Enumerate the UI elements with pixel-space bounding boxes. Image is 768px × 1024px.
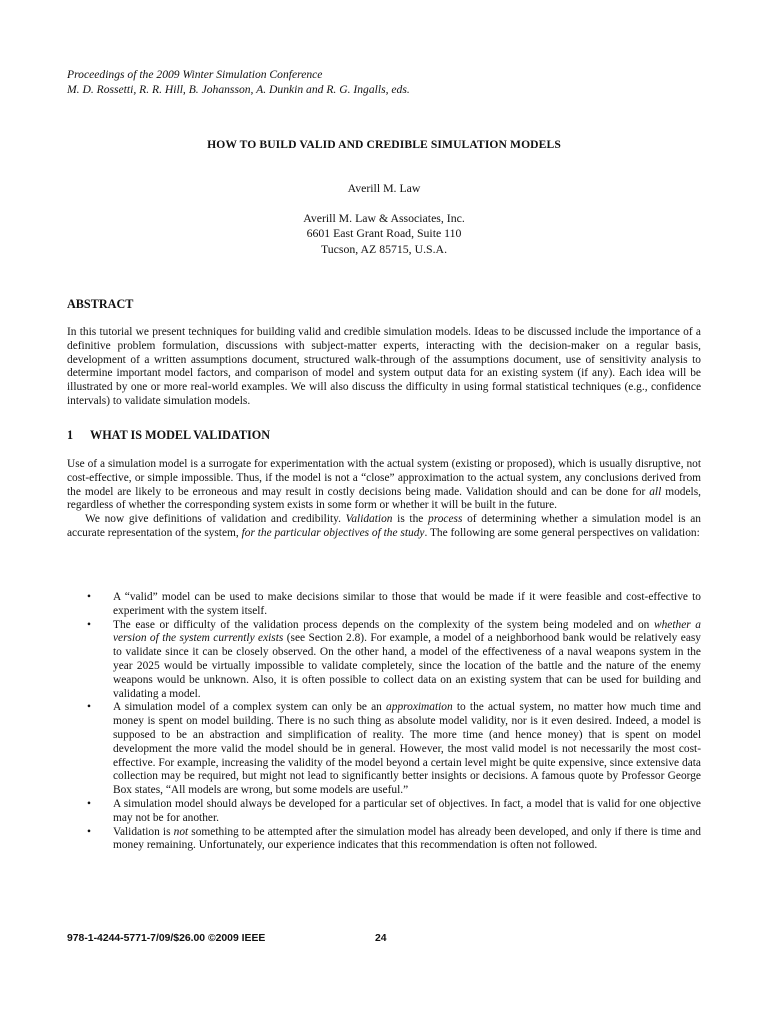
bullet-icon: • [87,825,91,838]
page-number: 24 [375,933,387,944]
list-item: • A “valid” model can be used to make decisions similar to those that would be made if it were feasible and cost-effective to experiment with the system itself. [87,591,701,617]
abstract-text: In this tutorial we present techniques for building valid and credible simulation models. Ideas to be discussed include the importance of a definitive problem formulation, discussions with subject-matter experts, interacting with the decision-maker on a regular basis, development of a written assumptions document, structured walk-through of the assumptions document, use of sensitivity analysis to determine important model factors, and comparison of model and system output data for an existing system (if any). Each idea will be illustrated by one or more real-world examples. We will also discuss the difficulty in using formal statistical techniques (e.g., confidence intervals) to validate simulation models. [67,326,701,407]
section-number: 1 [67,428,74,442]
list-item: • The ease or difficulty of the validation process depends on the complexity of the system being modeled and on whether a version of the system currently exists (see Section 2.8). For example, a model of a neighborhood bank would be relatively easy to validate since it can be closely observed. On the other hand, a model of the effectiveness of a naval weapons system in the year 2025 would be virtually impossible to validate completely, since the location of the battle and the nature of the enemy weapons would be unknown. Also, it is often possible to collect data on an existing system that can be used for building and validating a model. [87,618,701,700]
list-item: • Validation is not something to be attempted after the simulation model has already been developed, and only if there is time and money remaining. Unfortunately, our experience indicates that this recommendation is often not followed. [87,825,701,852]
emphasis-validation: Validation [345,513,393,526]
footer-isbn: 978-1-4244-5771-7/09/$26.00 ©2009 IEEE [67,933,266,944]
list-item: • A simulation model of a complex system can only be an approximation to the actual system, no matter how much time and money is spent on model building. There is no such thing as absolute model validity, nor is it even desired. Indeed, a model is supposed to be an abstraction and simplification of reality. The more time (and hence money) that is spent on model development the more valid the model should be in general. However, the most valid model is not necessarily the most cost-effective. For example, increasing the validity of the model beyond a certain level might be quite expensive, since extensive data collection may be required, but might not lead to significantly better insights or decisions. A famous quote by Professor George Box states, “All models are wrong, but some models are useful.” [87,701,701,797]
bullet-icon: • [87,701,91,714]
section-1-body [67,458,701,541]
author-block [67,181,701,257]
bullet-icon: • [87,591,91,603]
emphasis-all: all [649,485,662,498]
proceedings-title: Proceedings of the 2009 Winter Simulation Conference [67,68,323,81]
bullet-icon: • [87,618,91,631]
emphasis-process: process [428,513,463,526]
bullet-icon: • [87,797,91,810]
section-1-heading [67,428,270,443]
author-affiliation: Averill M. Law & Associates, Inc. [303,211,465,226]
list-item: • A simulation model should always be developed for a particular set of objectives. In fact, a model that is valid for one objective may not be for another. [87,797,701,824]
paragraph-2: We now give definitions of validation and credibility. Validation is the process of determining whether a simulation model is an accurate representation of the system, for the particular objectives of the study. The following are some general perspectives on validation: [67,513,701,539]
paragraph-1: Use of a simulation model is a surrogate for experimentation with the actual system (existing or proposed), which is usually disruptive, not cost-effective, or simple impossible. Thus, if the model is not a “close” approximation to the actual system, any conclusions derived from the model are likely to be erroneous and may result in costly decisions being made. Validation should and can be done for all models, regardless of whether the corresponding system exists in some form or whether it will be built in the future. [67,458,701,512]
emphasis-objectives: for the particular objectives of the study [241,526,425,539]
author-name: Averill M. Law [347,181,421,195]
section-title: WHAT IS MODEL VALIDATION [90,428,271,442]
paper-title: HOW TO BUILD VALID AND CREDIBLE SIMULATION MODELS [207,138,561,151]
proceedings-editors: M. D. Rossetti, R. R. Hill, B. Johansson, A. Dunkin and R. G. Ingalls, eds. [67,83,410,96]
abstract-heading: ABSTRACT [67,297,134,311]
validation-perspectives-list [67,591,701,853]
author-address-line-2: Tucson, AZ 85715, U.S.A. [320,241,448,256]
proceedings-header [67,67,707,97]
author-address-line-1: 6601 East Grant Road, Suite 110 [306,226,462,241]
